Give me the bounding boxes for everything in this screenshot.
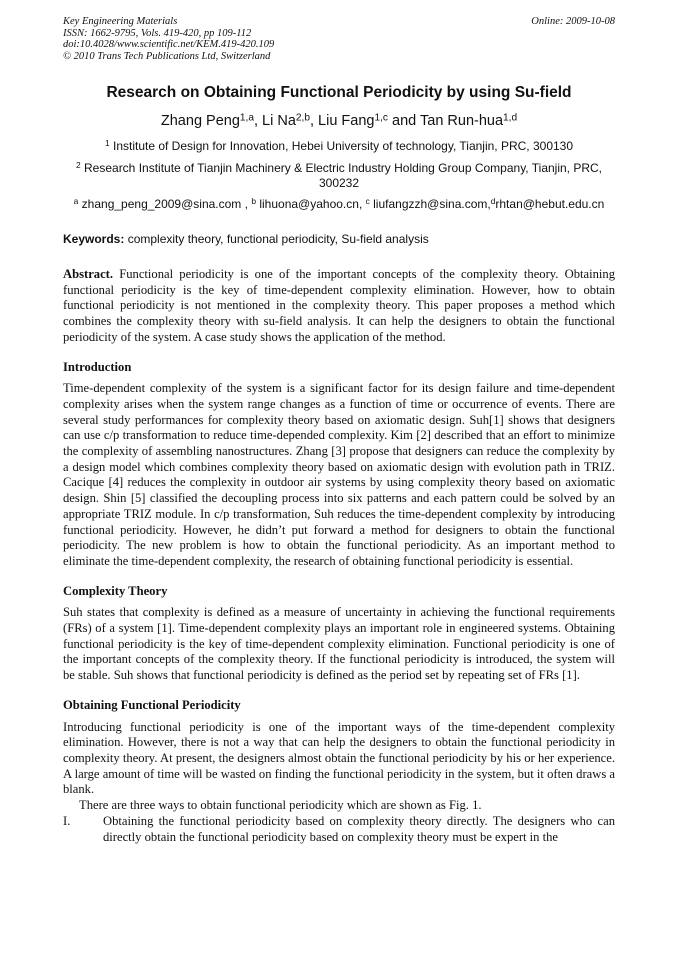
affiliation-text: Institute of Design for Innovation, Hebei University of technology, Tianjin, PRC, 300130: [112, 139, 574, 153]
list-item: [63, 814, 615, 845]
email-sup: c: [365, 196, 370, 207]
author-name: Li Na: [262, 113, 296, 129]
author-sup: 1,d: [503, 112, 518, 124]
author-separator: ,: [309, 113, 319, 129]
journal-copyright: © 2010 Trans Tech Publications Ltd, Switzerland: [63, 50, 271, 62]
affiliation-2: [63, 161, 615, 191]
section-heading-introduction: Introduction: [63, 359, 132, 374]
keywords-text: complexity theory, functional periodicity, Su-field analysis: [127, 232, 429, 246]
author-separator: and: [388, 113, 420, 129]
abstract-text: Functional periodicity is one of the important concepts of the complexity theory. Obtaining functional periodicity is the key of time-dependent complexity elimination. However, how to obtain functional periodicity is not mentioned in the complexity theory. This paper proposes a method which combines the complexity theory with su-field analysis. It can help the designers to obtain the functional periodicity of the system. A case study shows the application of the method.: [63, 267, 615, 344]
complexity-theory-paragraph: Suh states that complexity is defined as a measure of uncertainty in achieving the functional requirements (FRs) of a system [1]. Time-dependent complexity plays an important role in engineered systems. Obtaining functional periodicity is the key of time-dependent complexity elimination. Functional periodicity is one of the important concepts of the complexity theory. If the functional periodicity is introduced, the system will be stable. Suh shows that functional periodicity is defined as the period set by repeating set of FRs [1].: [63, 605, 615, 683]
author-list: [40, 113, 638, 129]
obtaining-fp-paragraph-2: There are three ways to obtain functional periodicity which are shown as Fig. 1.: [79, 798, 482, 813]
section-heading-obtaining-fp: Obtaining Functional Periodicity: [63, 697, 241, 712]
abstract-label: Abstract.: [63, 267, 114, 281]
affiliation-1: [63, 139, 615, 154]
email-link[interactable]: rhtan@hebut.edu.cn: [495, 197, 605, 211]
email-line: $^a$ zhang_peng_2009@sina.com , $^b$ lihuona@yahoo.cn, $^c$ liufangzzh@sina.com,$^d$rhtan@hebut.edu.cn: [73, 196, 605, 211]
list-item-number: I.: [63, 813, 71, 828]
email-link[interactable]: liufangzzh@sina.com: [373, 197, 488, 211]
author-sup: 1,c: [374, 112, 388, 124]
list-item-text: Obtaining the functional periodicity based on complexity theory directly. The designers who can directly obtain the functional periodicity based on complexity theory must be expert in the: [103, 813, 615, 844]
journal-issn: ISSN: 1662-9795, Vols. 419-420, pp 109-112: [63, 27, 252, 39]
paper-body: [63, 267, 615, 845]
paper-title: Research on Obtaining Functional Periodicity by using Su-field: [106, 84, 572, 101]
keywords-label: Keywords:: [63, 232, 125, 246]
section-heading-complexity-theory: Complexity Theory: [63, 583, 168, 598]
email-sup: d: [490, 196, 496, 207]
email-sup: b: [251, 196, 256, 207]
affiliation-sup: 1: [104, 138, 110, 149]
online-date: Online: 2009-10-08: [531, 16, 615, 27]
introduction-paragraph: Time-dependent complexity of the system is a significant factor for its design failure and time-dependent complexity arises when the system range changes as a function of time or occurrence of events. There are several study performances for complexity theory based on axiomatic design. Suh[1] shows that designers can use c/p transformation to reduce time-depended complexity. Kim [2] described that an effort to minimize the complexity of assembling nanostructures. Zhang [3] propose that designers can reduce the complexity by a design model which combines complexity theory based on axiomatic design with evolution path in TRIZ. Cacique [4] reduces the complexity in outdoor air systems by using complexity theory based on axiomatic design. Shin [5] classified the decoupling process into six patterns and each pattern could be solved by an appropriate TRIZ module. In c/p transformation, Suh reduces the time-dependent complexity by introducing functional periodicity. However, he didn’t put forward a method for designers to obtain the functional periodicity. The new problem is how to obtain the functional periodicity. As an important method to eliminate the time-dependent complexity, the research of obtaining functional periodicity is essential.: [63, 381, 615, 568]
keywords-line: [63, 232, 615, 246]
email-link[interactable]: lihuona@yahoo.cn: [259, 197, 359, 211]
author-separator: ,: [253, 113, 263, 129]
email-sup: a: [73, 196, 79, 207]
author-name: Zhang Peng: [160, 113, 240, 129]
obtaining-fp-paragraph: Introducing functional periodicity is one of the important ways of the time-dependent complexity elimination. However, there is not a way that can help the designers to obtain the functional periodicity in complexity theory. At present, the designers almost obtain the functional periodicity by his or her experience. A large amount of time will be wasted on finding the functional periodicity in the system, but it often draws a blank.: [63, 719, 615, 797]
abstract-paragraph: [63, 267, 615, 346]
journal-name: Key Engineering Materials: [63, 16, 178, 27]
author-name: Liu Fang: [318, 113, 375, 129]
author-sup: 2,b: [295, 112, 310, 124]
email-link[interactable]: zhang_peng_2009@sina.com: [81, 197, 242, 211]
journal-header: [63, 16, 615, 62]
affiliation-text: Research Institute of Tianjin Machinery & Electric Industry Holding Group Company, Tianjin, PRC, 300232: [84, 161, 603, 190]
author-name: Tan Run-hua: [420, 113, 504, 129]
author-sup: 1,a: [239, 112, 254, 124]
journal-doi: doi:10.4028/www.scientific.net/KEM.419-420.109: [63, 39, 275, 50]
affiliation-sup: 2: [75, 160, 81, 171]
